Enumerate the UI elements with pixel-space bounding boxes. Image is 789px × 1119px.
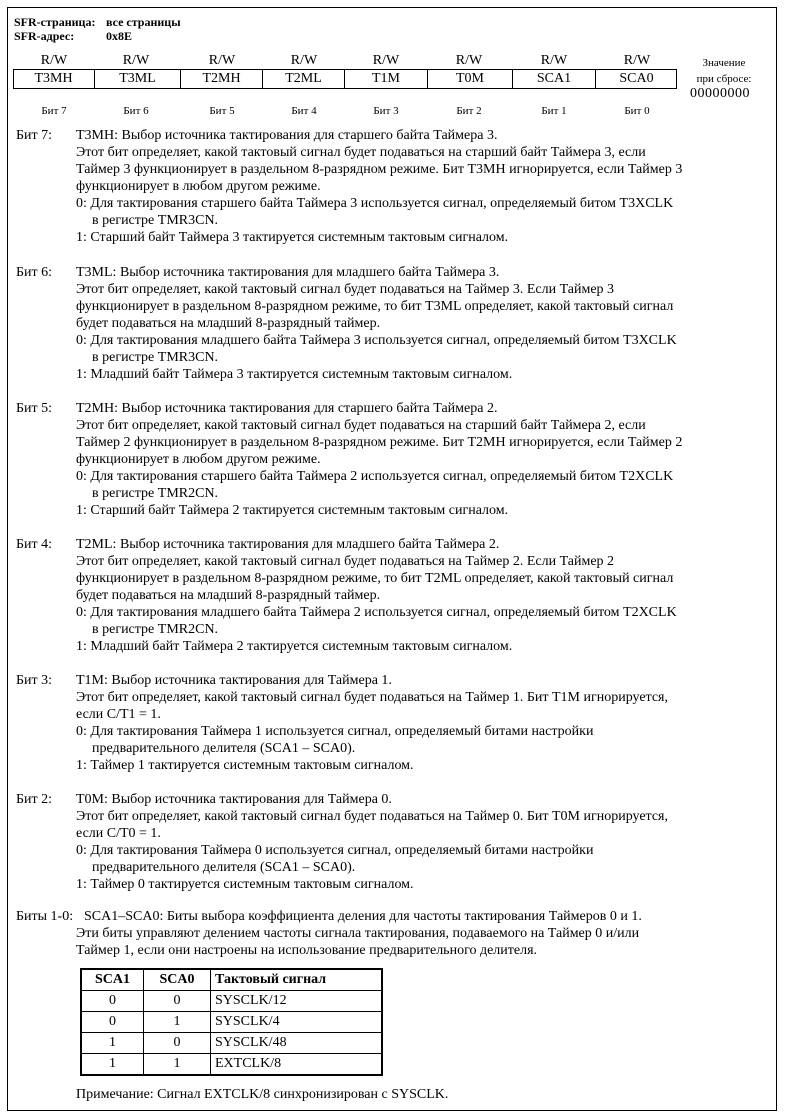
bit2-name: T0M — [428, 69, 513, 89]
bit1-access: R/W — [540, 53, 568, 68]
bits10-body-line2: Таймер 1, если они настроены на использование предварительного делителя. — [76, 943, 538, 958]
table-cell: SYSCLK/4 — [211, 1012, 383, 1033]
table-cell: SYSCLK/48 — [211, 1033, 383, 1054]
reset-label-line1: Значение — [702, 57, 746, 69]
bit4-name: T2ML — [263, 69, 345, 89]
bit0-number: Бит 0 — [624, 105, 650, 117]
sfr-address-value: 0x8E — [106, 29, 133, 43]
bit6-body-line3: будет подаваться на младший 8-разрядный таймер. — [76, 316, 381, 331]
bit5-title: T2MH: Выбор источника тактирования для старшего байта Таймера 2. — [76, 401, 498, 416]
table-cell: SYSCLK/12 — [211, 991, 383, 1012]
bit3-body-line1: Этот бит определяет, какой тактовый сигнал будет подаваться на Таймер 1. Бит T1M игнорируется, — [76, 690, 668, 705]
bit5-option1: 1: Старший байт Таймера 2 тактируется системным тактовым сигналом. — [76, 503, 509, 518]
bit5-name: T2MH — [181, 69, 263, 89]
table-cell: 0 — [144, 991, 211, 1012]
bit6-body-line2: функционирует в раздельном 8-разрядном режиме, то бит T3ML определяет, какой тактовый сигнал — [76, 299, 674, 314]
table-header-sca0: SCA0 — [144, 969, 211, 991]
bit2-label: Бит 2: — [16, 792, 53, 807]
table-cell: 1 — [81, 1033, 144, 1054]
bit3-title: T1M: Выбор источника тактирования для Таймера 1. — [76, 673, 392, 688]
table-row — [81, 1012, 382, 1033]
bit2-access: R/W — [455, 53, 483, 68]
bits10-title: SCA1–SCA0: Биты выбора коэффициента деления для частоты тактирования Таймеров 0 и 1. — [84, 909, 642, 924]
table-row — [81, 1033, 382, 1054]
bit5-body-line3: функционирует в любом другом режиме. — [76, 452, 321, 467]
bit6-option0-line2: в регистре TMR3CN. — [92, 350, 219, 365]
bit6-option0-line1: 0: Для тактирования младшего байта Таймера 3 используется сигнал, определяемый битом T3XCLK — [76, 333, 677, 348]
bit4-label: Бит 4: — [16, 537, 53, 552]
bit2-body-line2: если C/T0 = 1. — [76, 826, 161, 841]
bit7-label: Бит 7: — [16, 128, 53, 143]
bit0-name: SCA0 — [619, 71, 654, 86]
bit6-body-line1: Этот бит определяет, какой тактовый сигнал будет подаваться на Таймер 3. Если Таймер 3 — [76, 282, 615, 297]
prescaler-table — [80, 968, 383, 1076]
bit6-name: T3ML — [95, 69, 181, 89]
table-header-row — [81, 969, 382, 991]
bit6-option1: 1: Младший байт Таймера 3 тактируется системным тактовым сигналом. — [76, 367, 513, 382]
bits10-body-line1: Эти биты управляют делением частоты сигнала тактирования, подаваемого на Таймер 0 и/или — [76, 926, 640, 941]
bit5-option0-line2: в регистре TMR2CN. — [92, 486, 219, 501]
table-cell: 1 — [144, 1012, 211, 1033]
bit7-name: T3MH — [13, 69, 95, 89]
table-row — [81, 991, 382, 1012]
bit3-access: R/W — [372, 53, 400, 68]
bit2-body-line1: Этот бит определяет, какой тактовый сигнал будет подаваться на Таймер 0. Бит T0M игнорируется, — [76, 809, 668, 824]
bit3-label: Бит 3: — [16, 673, 53, 688]
bit4-number: Бит 4 — [291, 105, 317, 117]
bit6-label: Бит 6: — [16, 265, 53, 280]
reset-label-line2: при сбросе: — [696, 73, 752, 85]
bit2-number: Бит 2 — [456, 105, 482, 117]
bit3-option0-line1: 0: Для тактирования Таймера 1 используется сигнал, определяемый битами настройки — [76, 724, 594, 739]
table-cell: 1 — [144, 1054, 211, 1076]
table-row — [81, 1054, 382, 1076]
bit7-number: Бит 7 — [41, 105, 67, 117]
bit4-access: R/W — [290, 53, 318, 68]
bit5-option0-line1: 0: Для тактирования старшего байта Таймера 2 используется сигнал, определяемый битом T2XCLK — [76, 469, 674, 484]
table-cell: 0 — [144, 1033, 211, 1054]
table-cell: 0 — [81, 991, 144, 1012]
bit6-access: R/W — [122, 53, 150, 68]
bit4-option1: 1: Младший байт Таймера 2 тактируется системным тактовым сигналом. — [76, 639, 513, 654]
bit2-title: T0M: Выбор источника тактирования для Таймера 0. — [76, 792, 392, 807]
bit7-body-line3: функционирует в любом другом режиме. — [76, 179, 321, 194]
bit7-option1: 1: Старший байт Таймера 3 тактируется системным тактовым сигналом. — [76, 230, 509, 245]
reset-value-label — [694, 55, 754, 87]
bit6-number: Бит 6 — [123, 105, 149, 117]
bit2-option1: 1: Таймер 0 тактируется системным тактовым сигналом. — [76, 877, 414, 892]
bit0-access: R/W — [623, 53, 651, 68]
bit1-number: Бит 1 — [541, 105, 567, 117]
bit5-body-line2: Таймер 2 функционирует в раздельном 8-разрядном режиме. Бит T2MH игнорируется, если Таймер 2 — [76, 435, 683, 450]
bit3-body-line2: если C/T1 = 1. — [76, 707, 161, 722]
note-text: Примечание: Сигнал EXTCLK/8 синхронизирован с SYSCLK. — [76, 1087, 449, 1102]
bit1-name: SCA1 — [513, 69, 596, 89]
bit5-number: Бит 5 — [209, 105, 235, 117]
sfr-address-label: SFR-адрес: — [14, 29, 75, 43]
sfr-page-row — [14, 15, 181, 29]
bit5-body-line1: Этот бит определяет, какой тактовый сигнал будет подаваться на старший байт Таймера 2, если — [76, 418, 646, 433]
sfr-address-row — [14, 29, 132, 43]
table-cell: EXTCLK/8 — [211, 1054, 383, 1076]
bit7-title: T3MH: Выбор источника тактирования для старшего байта Таймера 3. — [76, 128, 498, 143]
bit3-number: Бит 3 — [373, 105, 399, 117]
table-cell: 1 — [81, 1054, 144, 1076]
bit4-option0-line1: 0: Для тактирования младшего байта Таймера 2 используется сигнал, определяемый битом T2XCLK — [76, 605, 677, 620]
bit5-access: R/W — [208, 53, 236, 68]
bit7-option0-line2: в регистре TMR3CN. — [92, 213, 219, 228]
sfr-page-label: SFR-страница: — [14, 15, 96, 29]
bit2-option0-line1: 0: Для тактирования Таймера 0 используется сигнал, определяемый битами настройки — [76, 843, 594, 858]
bits10-label: Биты 1-0: — [16, 909, 74, 924]
reset-value: 00000000 — [690, 86, 750, 101]
bit7-access: R/W — [40, 53, 68, 68]
bit2-option0-line2: предварительного делителя (SCA1 – SCA0). — [92, 860, 356, 875]
bit4-title: T2ML: Выбор источника тактирования для младшего байта Таймера 2. — [76, 537, 500, 552]
bit5-label: Бит 5: — [16, 401, 53, 416]
bit7-body-line2: Таймер 3 функционирует в раздельном 8-разрядном режиме. Бит T3MH игнорируется, если Таймер 3 — [76, 162, 683, 177]
bit3-option1: 1: Таймер 1 тактируется системным тактовым сигналом. — [76, 758, 414, 773]
bit4-option0-line2: в регистре TMR2CN. — [92, 622, 219, 637]
bit4-body-line1: Этот бит определяет, какой тактовый сигнал будет подаваться на Таймер 2. Если Таймер 2 — [76, 554, 615, 569]
table-header-clock: Тактовый сигнал — [211, 969, 383, 991]
table-cell: 0 — [81, 1012, 144, 1033]
bit4-body-line3: будет подаваться на младший 8-разрядный таймер. — [76, 588, 381, 603]
bit4-body-line2: функционирует в раздельном 8-разрядном режиме, то бит T2ML определяет, какой тактовый сигнал — [76, 571, 674, 586]
bit7-body-line1: Этот бит определяет, какой тактовый сигнал будет подаваться на старший байт Таймера 3, если — [76, 145, 646, 160]
sfr-page-value: все страницы — [106, 15, 181, 29]
table-header-sca1: SCA1 — [81, 969, 144, 991]
bit7-option0-line1: 0: Для тактирования старшего байта Таймера 3 используется сигнал, определяемый битом T3XCLK — [76, 196, 674, 211]
bit6-title: T3ML: Выбор источника тактирования для младшего байта Таймера 3. — [76, 265, 500, 280]
bit3-name: T1M — [345, 69, 428, 89]
bit3-option0-line2: предварительного делителя (SCA1 – SCA0). — [92, 741, 356, 756]
